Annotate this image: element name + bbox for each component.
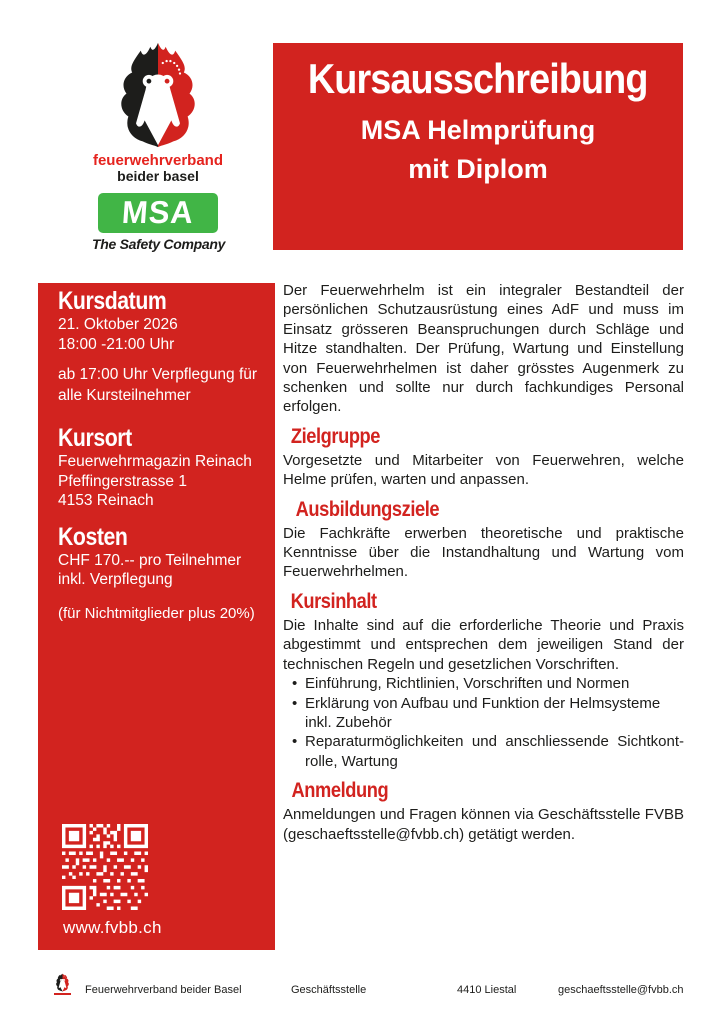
course-fee: CHF 170.-- pro Teilnehmer (58, 551, 242, 569)
footer-office-label: Geschäftsstelle (291, 984, 367, 996)
footer-email-link[interactable]: geschaeftsstelle@fvbb.ch (558, 984, 684, 996)
page-title: Kursausschreibung (308, 55, 648, 102)
section-kursinhalt (283, 590, 684, 771)
section-ausbildungsziele (283, 498, 684, 582)
msa-tagline: The Safety Company (92, 236, 226, 252)
website-link[interactable]: www.fvbb.ch (63, 918, 162, 937)
sidebar-heading-kursort: Kursort (58, 424, 132, 452)
course-date: 21. Oktober 2026 (58, 316, 178, 333)
section-heading: Kursinhalt (290, 588, 377, 613)
section-body: Die Inhalte sind auf die erforderliche Theorie und Praxis abgestimmt und entsprechen dem jeweiligen Stand der technischen Regeln und gesetzlichen Vorschriften. (283, 616, 684, 673)
venue-name: Feuerwehrmagazin Reinach (58, 453, 252, 470)
fee-includes: inkl. Verpflegung (58, 571, 173, 588)
course-subtitle-line2: mit Diplom (408, 154, 548, 184)
venue-street: Pfeffingerstrasse 1 (58, 472, 187, 490)
qr-code (62, 824, 148, 910)
sidebar-heading-kosten: Kosten (58, 522, 128, 551)
fvbb-flame-logo-icon (115, 40, 201, 150)
course-subtitle (273, 111, 683, 189)
course-time: 18:00 -21:00 Uhr (58, 335, 175, 353)
section-zielgruppe (283, 425, 684, 490)
section-anmeldung (283, 779, 684, 844)
footer-logo-underline (54, 993, 71, 995)
fvbb-flame-logo-small-icon (55, 973, 70, 992)
non-member-note: (für Nichtmitglieder plus 20%) (58, 604, 255, 622)
header-banner (273, 43, 683, 250)
footer (0, 971, 724, 1011)
section-heading: Zielgruppe (290, 423, 381, 448)
intro-paragraph: Der Feuerwehrhelm ist ein integraler Bestandteil der persönlichen Schutzausrüstung eines AdF und muss im Einsatz grösseren Beanspruchungen durch Schläge und Hitze standhalten. Der Prüfung, Wartung und Einstellung von Feuerwehrhelmen ist daher grösstes Augenmerk zu schenken und sollte nur durch fachkundiges Personal erfolgen. (283, 282, 684, 416)
msa-logo-text: MSA (120, 194, 196, 231)
fvbb-logo-block (92, 40, 224, 252)
registration-info: Anmeldungen und Fragen können via Geschäftsstelle FVBB (geschaeftsstelle@fvbb.ch) getätigt werden. (283, 806, 684, 843)
sidebar-heading-kursdatum: Kursdatum (58, 287, 167, 315)
msa-logo (98, 193, 218, 233)
org-name-line2: beider basel (117, 168, 199, 184)
venue-city: 4153 Reinach (58, 492, 154, 509)
main-content (283, 281, 684, 844)
course-content-list (283, 674, 684, 771)
footer-city: 4410 Liestal (457, 984, 517, 996)
section-heading: Ausbildungsziele (295, 496, 440, 521)
course-subtitle-line1: MSA Helmprüfung (360, 115, 596, 145)
section-body: Die Fachkräfte erwerben theoretische und praktische Kenntnisse über die Instandhaltung und Wartung vom Feuerwehrhelmen. (283, 524, 684, 581)
list-item: • Einführung, Richtlinien, Vorschriften und Normen (292, 674, 684, 693)
catering-note: ab 17:00 Uhr Verpflegung für alle Kursteilnehmer (58, 366, 258, 404)
org-name-line1: feuerwehrverband (92, 152, 224, 169)
list-item: • Reparaturmöglichkeiten und anschliessende Sichtkontrolle, Wartung (292, 732, 684, 771)
section-body: Vorgesetzte und Mitarbeiter von Feuerwehren, welche Helme prüfen, warten und anpassen. (283, 451, 684, 489)
section-heading: Anmeldung (291, 778, 389, 803)
footer-org: Feuerwehrverband beider Basel (85, 984, 242, 996)
list-item: • Erklärung von Aufbau und Funktion der Helmsysteme inkl. Zubehör (292, 694, 684, 733)
sidebar-info-panel (38, 283, 275, 950)
